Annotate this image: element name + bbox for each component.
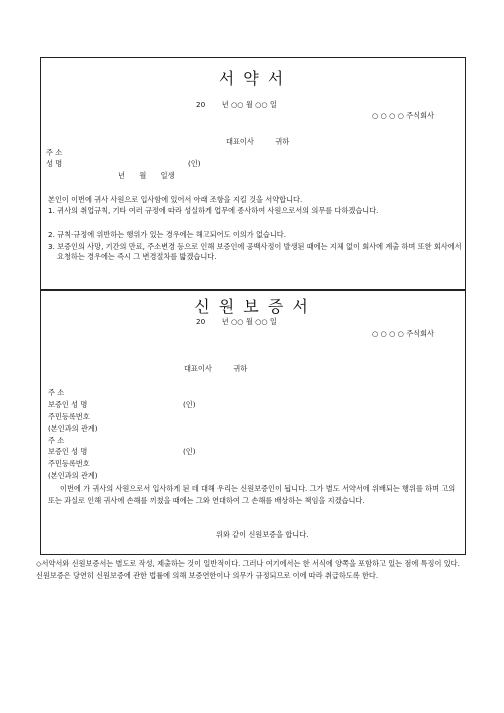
guarantor1-seal: (인) [183, 400, 196, 409]
guarantee-closing: 위와 같이 신원보증을 합니다. [216, 530, 309, 539]
guarantor2-address-label: 주 소 [48, 436, 65, 445]
footnote: ◇서약서와 신원보증서는 별도로 작성, 제출하는 것이 일반적이다. 그러나 여기에서는 한 서식에 양쪽을 포함하고 있는 점에 특징이 있다. 신원보증은 당연히 신원보증에 관한 법률에 의해 보증연한이나 의무가 규정되므로 이에 따라 취급하도록 한다. [36, 559, 460, 580]
guarantee-body: 이번에 가 귀사의 사원으로서 입사하게 된 데 대해 우리는 신원보증인이 됩니다. 그가 별도 서약서에 위배되는 행위를 하며 고의 또는 과실로 인해 귀사에 손해를 끼쳤을 때에는 그와 연대하여 그 손해를 배상하는 책임을 지겠습니다. [48, 484, 456, 505]
pledge-title: 서 약 서 [218, 69, 286, 88]
pledge-company: ○ ○ ○ ○ 주식회사 [372, 111, 434, 120]
guarantor1-relation-label: (본인과의 관계) [48, 424, 98, 433]
pledge-date: 20 년 ○○ 월 ○○ 일 [196, 100, 277, 109]
guarantor2-id-label: 주민등록번호 [48, 459, 90, 468]
pledge-birth-line: 년 월 일생 [118, 171, 175, 180]
guarantee-date: 20 년 ○○ 월 ○○ 일 [196, 317, 277, 326]
pledge-recipient: 대표이사 귀하 [226, 137, 290, 146]
guarantor2-seal: (인) [183, 447, 196, 456]
guarantor2-relation-label: (본인과의 관계) [48, 471, 98, 480]
pledge-seal: (인) [188, 159, 201, 168]
guarantee-title: 신 원 보 증 서 [194, 297, 310, 316]
pledge-item-1: 1. 귀사의 취업규칙, 기타 여러 규정에 따라 성실하게 업무에 종사하여 사원으로서의 의무를 다하겠습니다. [48, 206, 379, 215]
pledge-item-2: 2. 규칙·규정에 위반하는 행위가 있는 경우에는 해고되어도 이의가 없습니다. [48, 230, 287, 239]
pledge-item-3: 3. 보증인의 사망, 기간의 만료, 주소변경 등으로 인해 보증인에 공백사정이 발생된 때에는 지체 없이 회사에 계출 하며 또한 회사에서 요청하는 경우에는 즉시 그 변경절차를 밟겠습니다. [48, 242, 462, 261]
pledge-address-label: 주 소 [46, 148, 63, 157]
guarantor1-id-label: 주민등록번호 [48, 412, 90, 421]
guarantee-recipient: 대표이사 귀하 [184, 364, 248, 373]
guarantor1-name-label: 보증인 성 명 [48, 400, 88, 409]
guarantee-company: ○ ○ ○ ○ 주식회사 [372, 329, 434, 338]
pledge-intro: 본인이 이번에 귀사 사원으로 입사함에 있어서 아래 조항을 지킬 것을 서약합니다. [48, 195, 303, 204]
pledge-name-label: 성 명 [46, 159, 63, 168]
guarantor2-name-label: 보증인 성 명 [48, 447, 88, 456]
guarantor1-address-label: 주 소 [48, 388, 65, 397]
